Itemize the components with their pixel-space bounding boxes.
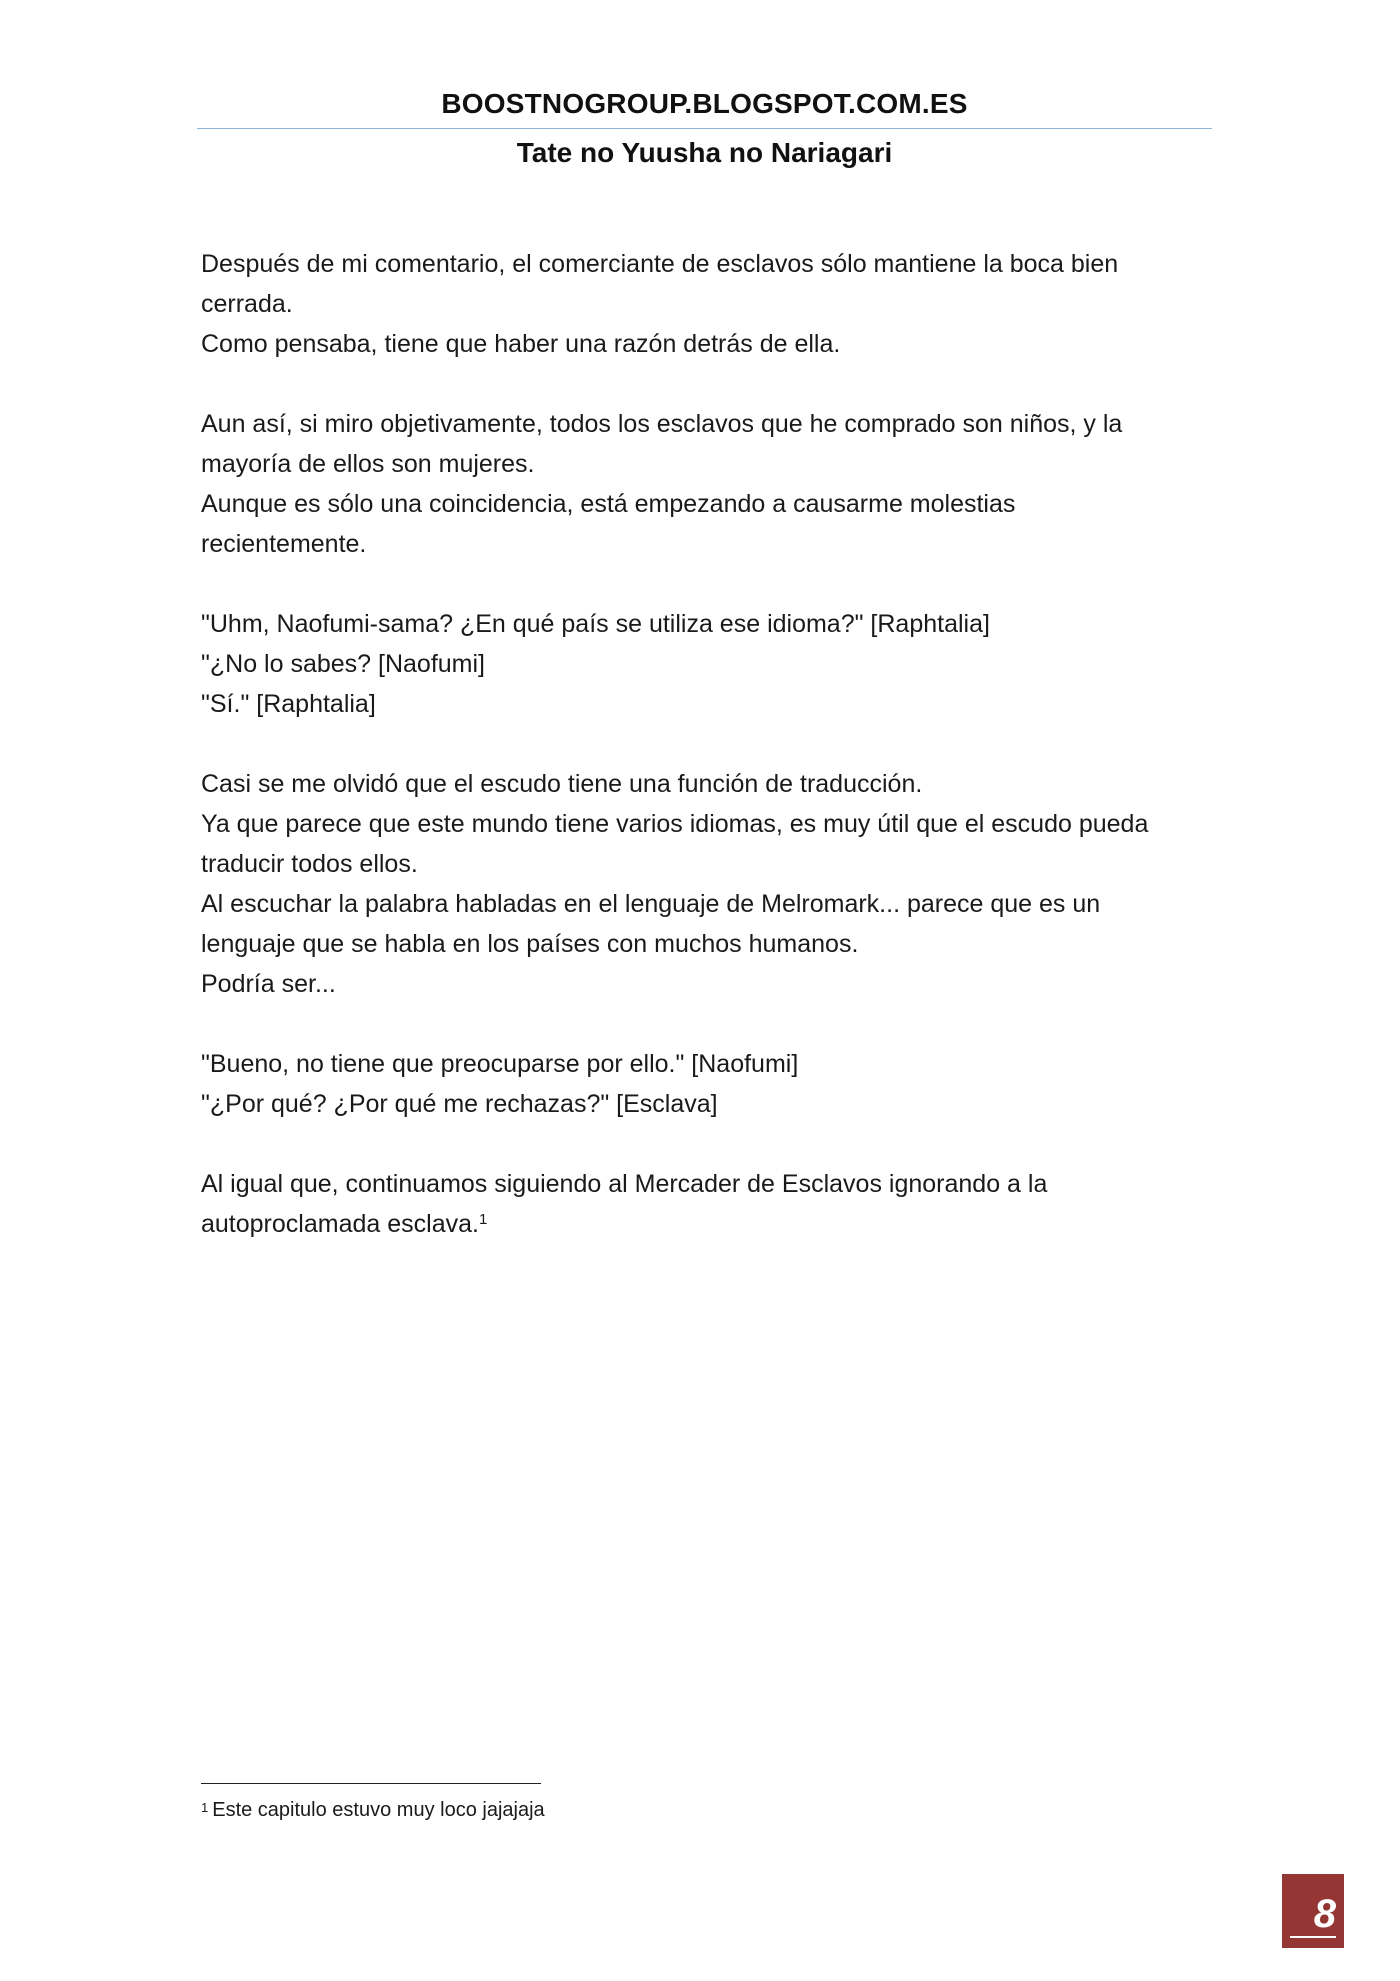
paragraph-3-dialogue [201,604,1201,724]
text-line: Después de mi comentario, el comerciante de esclavos sólo mantiene la boca bien [201,250,1119,278]
paragraph-2 [201,404,1201,564]
page-number: 8 [1313,1892,1336,1936]
text-line [201,1204,1201,1244]
text-line: traducir todos ellos. [201,850,418,878]
dialogue-line: "Bueno, no tiene que preocuparse por ello." [Naofumi] [201,1050,799,1078]
text-line: Como pensaba, tiene que haber una razón detrás de ella. [201,330,841,358]
book-title: Tate no Yuusha no Nariagari [516,137,893,168]
paragraph-5-dialogue [201,1044,1201,1124]
text-line: mayoría de ellos son mujeres. [201,450,535,478]
footnote-reference[interactable]: 1 [478,1211,488,1228]
footnote [201,1796,545,1824]
paragraph-6 [201,1164,1201,1244]
text-line: Podría ser... [201,970,336,998]
page-number-underline [1290,1936,1336,1938]
text-line: Al igual que, continuamos siguiendo al Mercader de Esclavos ignorando a la [201,1170,1048,1198]
text-fragment: autoproclamada esclava. [201,1210,479,1238]
text-line: Casi se me olvidó que el escudo tiene una función de traducción. [201,770,923,798]
text-line: lenguaje que se habla en los países con muchos humanos. [201,930,859,958]
dialogue-line: "¿Por qué? ¿Por qué me rechazas?" [Esclava] [201,1090,718,1118]
page-header [197,84,1212,173]
body-text [201,244,1201,1284]
header-divider [197,128,1212,129]
dialogue-line: "Sí." [Raphtalia] [201,690,376,718]
paragraph-4 [201,764,1201,1004]
text-line: cerrada. [201,290,293,318]
text-line: Aun así, si miro objetivamente, todos los esclavos que he comprado son niños, y la [201,410,1123,438]
dialogue-line: "¿No lo sabes? [Naofumi] [201,650,485,678]
text-line: recientemente. [201,530,367,558]
footnote-text: Este capitulo estuvo muy loco jajajaja [212,1799,545,1821]
text-line: Al escuchar la palabra habladas en el lenguaje de Melromark... parece que es un [201,890,1101,918]
text-line: Ya que parece que este mundo tiene varios idiomas, es muy útil que el escudo pueda [201,810,1149,838]
footnote-divider [201,1783,541,1784]
text-line: Aunque es sólo una coincidencia, está empezando a causarme molestias [201,490,1016,518]
site-title: BOOSTNOGROUP.BLOGSPOT.COM.ES [441,88,968,119]
dialogue-line: "Uhm, Naofumi-sama? ¿En qué país se utiliza ese idioma?" [Raphtalia] [201,610,990,638]
paragraph-1 [201,244,1201,364]
page-number-badge [1282,1874,1344,1948]
footnote-number: 1 [201,1800,209,1815]
